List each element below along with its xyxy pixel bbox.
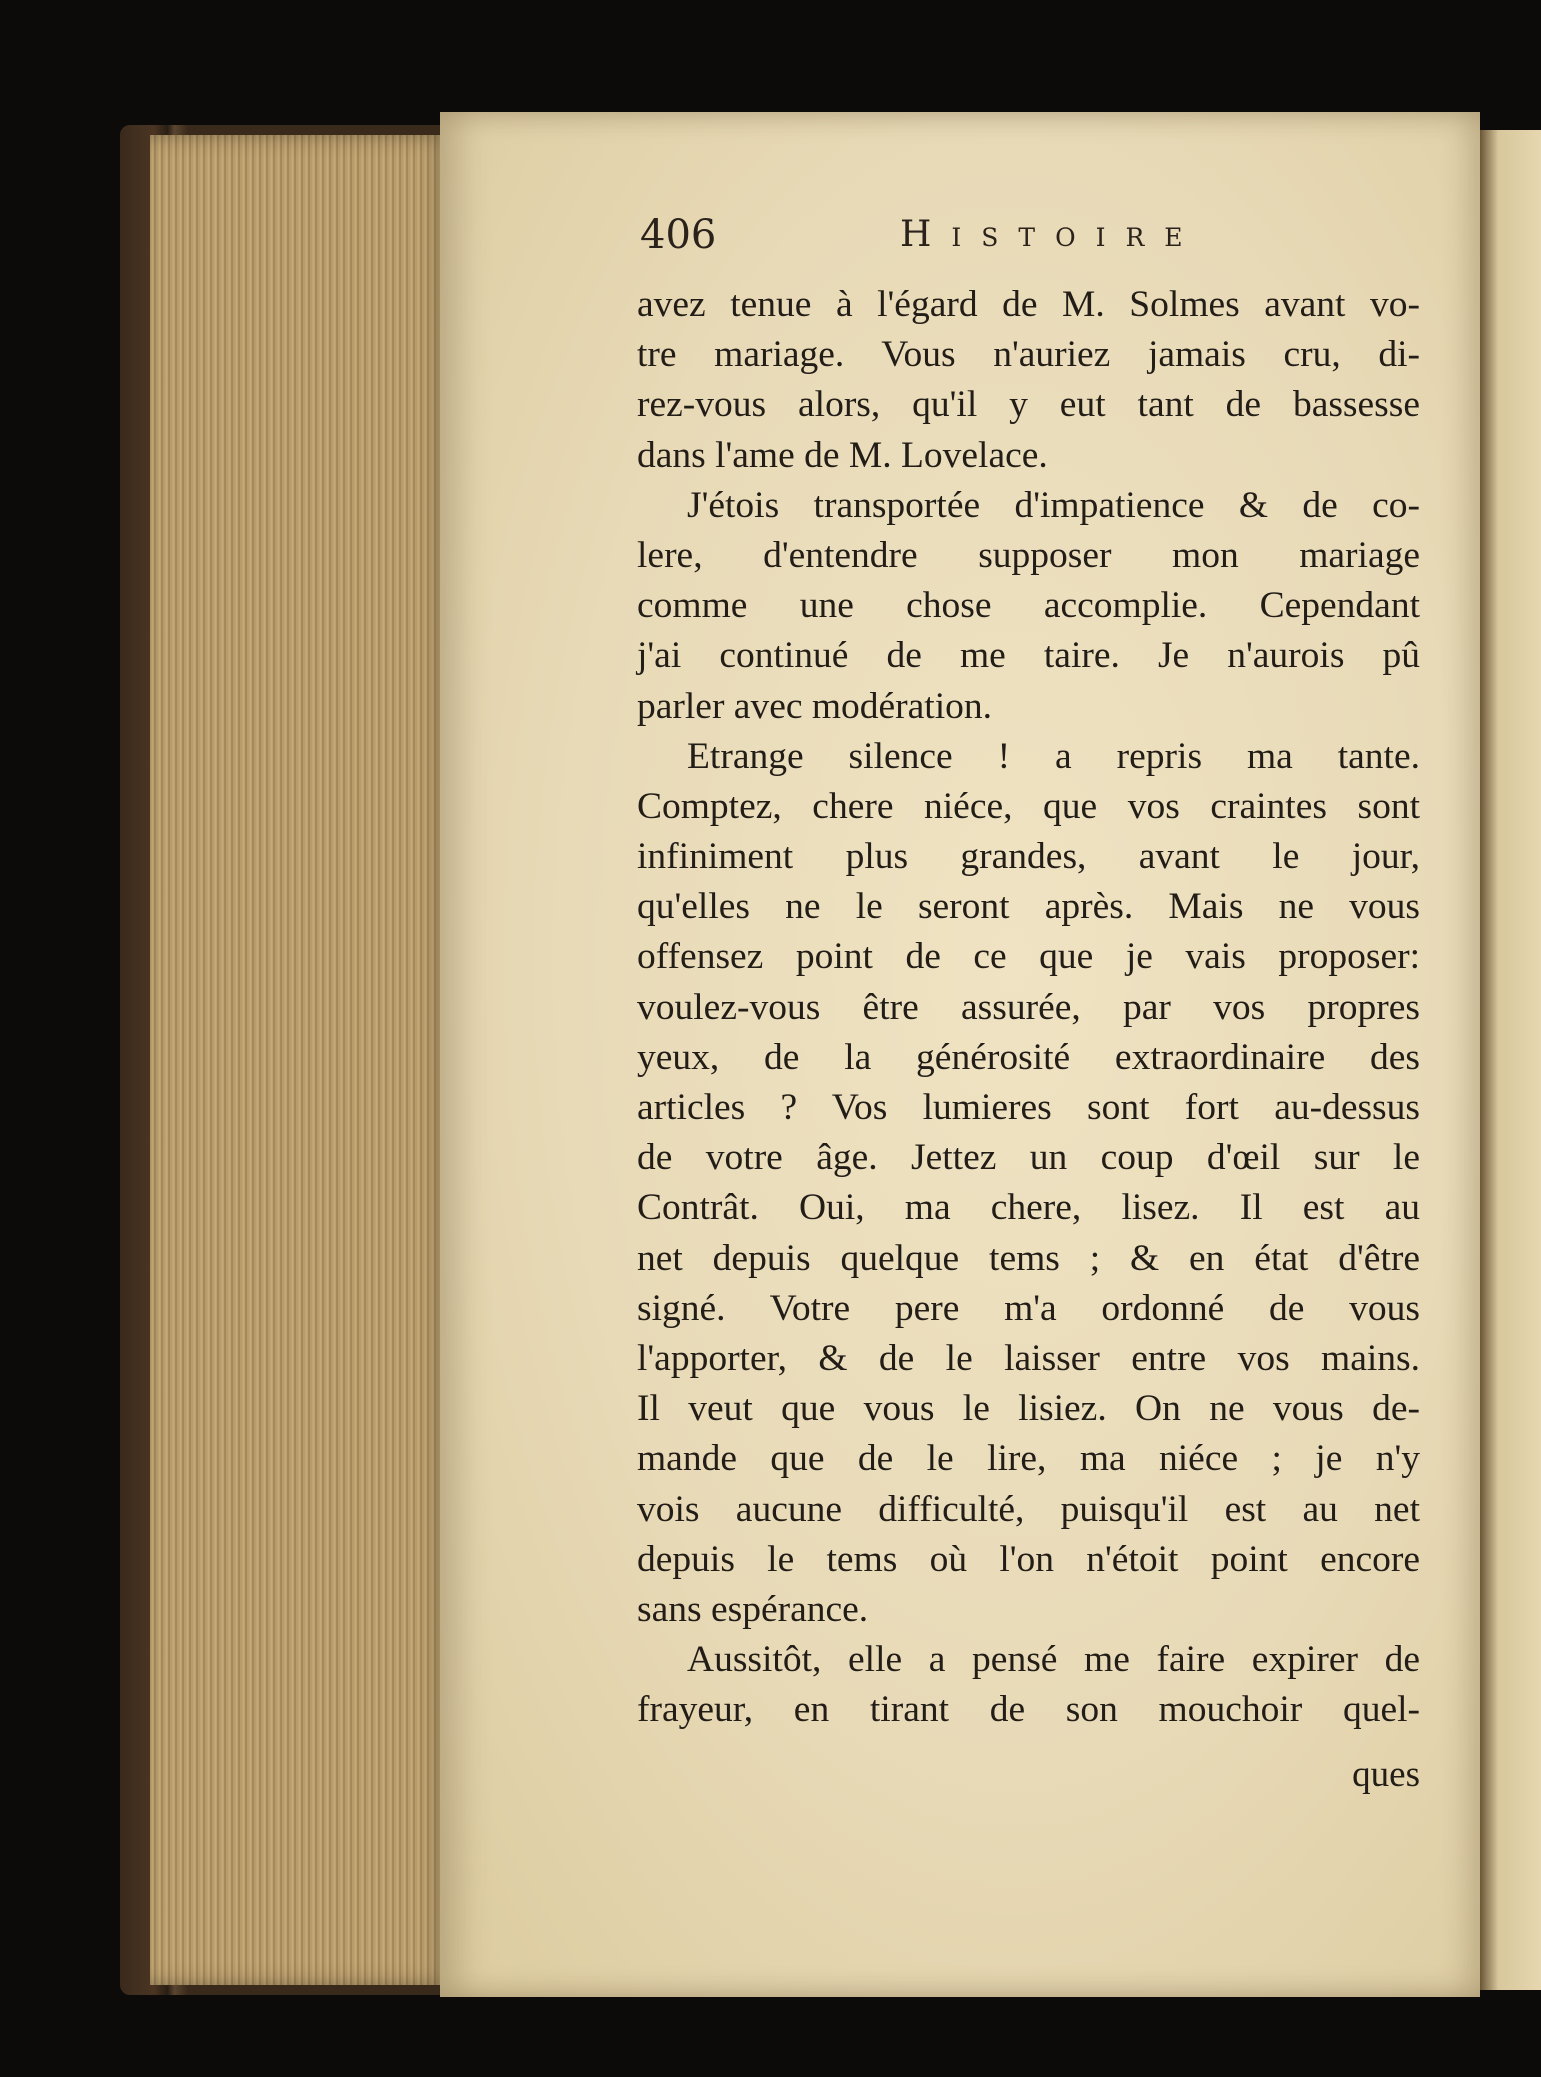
- body-text: [637, 280, 1420, 1795]
- text-line: J'étois transportée d'impatience & de co-: [687, 484, 1420, 526]
- catchword: ques: [1352, 1754, 1420, 1795]
- text-line: yeux, de la générosité extraordinaire des: [637, 1036, 1420, 1078]
- text-line: Etrange silence ! a repris ma tante.: [687, 735, 1420, 777]
- text-line: vois aucune difficulté, puisqu'il est au net: [637, 1488, 1420, 1530]
- text-line: dans l'ame de M. Lovelace.: [637, 434, 1048, 476]
- text-line: de votre âge. Jettez un coup d'œil sur le: [637, 1137, 1420, 1179]
- text-line: parler avec modération.: [637, 685, 993, 727]
- text-line: mande que de le lire, ma niéce ; je n'y: [637, 1438, 1420, 1480]
- running-head: [640, 205, 1210, 265]
- page-edges: [150, 135, 450, 1985]
- text-line: tre mariage. Vous n'auriez jamais cru, di-: [637, 334, 1420, 376]
- text-line: depuis le tems où l'on n'étoit point encore: [637, 1538, 1420, 1580]
- text-line: articles ? Vos lumieres sont fort au-dessus: [637, 1087, 1420, 1128]
- facing-page-edge: [1480, 130, 1541, 1990]
- text-line: Aussitôt, elle a pensé me faire expirer de: [687, 1639, 1420, 1681]
- text-line: frayeur, en tirant de son mouchoir quel-: [637, 1689, 1420, 1731]
- text-line: sans espérance.: [637, 1588, 869, 1630]
- running-title: Histoire: [900, 214, 1203, 255]
- text-line: Contrât. Oui, ma chere, lisez. Il est au: [637, 1187, 1420, 1229]
- text-line: l'apporter, & de le laisser entre vos mains.: [637, 1337, 1420, 1379]
- text-line: avez tenue à l'égard de M. Solmes avant vo-: [637, 284, 1420, 325]
- page-number: 406: [640, 212, 717, 258]
- text-line: voulez-vous être assurée, par vos propres: [637, 986, 1420, 1028]
- text-line: net depuis quelque tems ; & en état d'être: [637, 1237, 1420, 1279]
- text-line: comme une chose accomplie. Cependant: [637, 585, 1420, 627]
- text-line: j'ai continué de me taire. Je n'aurois pû: [637, 635, 1420, 677]
- text-line: signé. Votre pere m'a ordonné de vous: [637, 1287, 1420, 1329]
- text-line: Il veut que vous le lisiez. On ne vous de-: [637, 1388, 1420, 1430]
- text-line: rez-vous alors, qu'il y eut tant de bassesse: [637, 384, 1420, 426]
- text-line: infiniment plus grandes, avant le jour,: [637, 836, 1420, 878]
- text-line: lere, d'entendre supposer mon mariage: [637, 534, 1420, 576]
- text-line: offensez point de ce que je vais proposer:: [637, 936, 1420, 978]
- text-line: Comptez, chere niéce, que vos craintes sont: [637, 785, 1420, 827]
- text-line: qu'elles ne le seront après. Mais ne vous: [637, 886, 1420, 928]
